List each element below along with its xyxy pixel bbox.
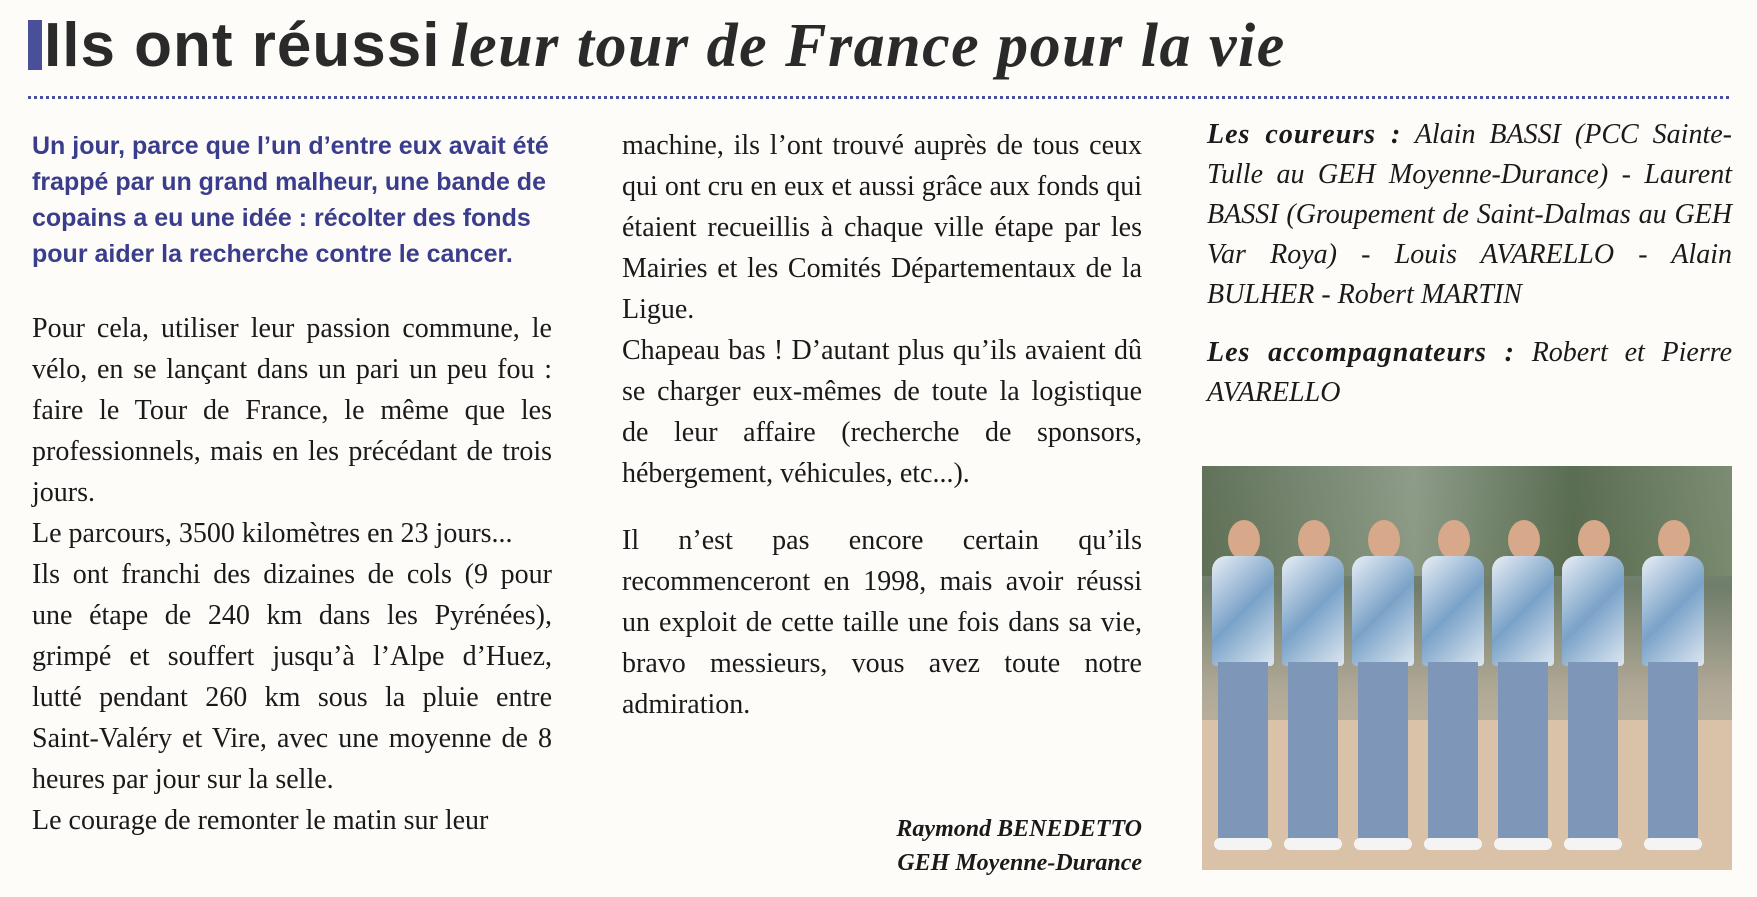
escorts-list: Robert et Pierre AVARELLO — [1207, 337, 1733, 408]
title-italic: leur tour de France pour la vie — [450, 12, 1286, 80]
article-title — [28, 2, 1286, 90]
dotted-divider — [28, 96, 1729, 99]
escorts-label: Les accompagnateurs : — [1207, 337, 1515, 368]
team-photo — [1202, 466, 1732, 870]
person-figure — [1352, 520, 1414, 850]
title-accent-bar — [28, 20, 42, 70]
body-paragraph: Le parcours, 3500 kilomètres en 23 jours... — [32, 518, 513, 549]
column-3 — [1207, 115, 1732, 431]
runners-credits — [1207, 115, 1732, 315]
title-bold: Ils ont réussi — [44, 11, 441, 80]
column-1 — [32, 128, 552, 841]
runners-label: Les coureurs : — [1207, 119, 1402, 150]
person-figure — [1282, 520, 1344, 850]
person-figure — [1492, 520, 1554, 850]
person-figure — [1562, 520, 1624, 850]
escorts-credits — [1207, 333, 1732, 413]
author-organization: GEH Moyenne-Durance — [897, 850, 1142, 876]
column-2 — [622, 125, 1142, 725]
runners-list: Alain BASSI (PCC Sainte-Tulle au GEH Moyenne-Durance) - Laurent BASSI (Groupement de Saint-Dalmas au GEH Var Roya) - Louis AVARELLO - Alain BULHER - Robert MARTIN — [1207, 119, 1732, 310]
body-paragraph: Le courage de remonter le matin sur leur — [32, 805, 489, 836]
body-paragraph: Chapeau bas ! D’autant plus qu’ils avaient dû se charger eux-mêmes de toute la logistique de leur affaire (recherche de sponsors, hébergement, véhicules, etc...). — [622, 335, 1142, 489]
person-figure — [1642, 520, 1704, 850]
body-paragraph: Pour cela, utiliser leur passion commune, le vélo, en se lançant dans un pari un peu fou : faire le Tour de France, le même que les professionnels, mais en les précédant de trois jours. — [32, 313, 552, 508]
lead-paragraph: Un jour, parce que l’un d’entre eux avait été frappé par un grand malheur, une bande de copains a eu une idée : récolter des fonds pour aider la recherche contre le cancer. — [32, 132, 549, 268]
signature — [622, 812, 1142, 880]
body-paragraph: Ils ont franchi des dizaines de cols (9 pour une étape de 240 km dans les Pyrénées), grimpé et souffert jusqu’à l’Alpe d’Huez, lutté pendant 260 km sous la pluie entre Saint-Valéry et Vire, avec une moyenne de 8 heures par jour sur la selle. — [32, 559, 552, 795]
person-figure — [1212, 520, 1274, 850]
body-paragraph: machine, ils l’ont trouvé auprès de tous ceux qui ont cru en eux et aussi grâce aux fonds qui étaient recueillis à chaque ville étape par les Mairies et les Comités Départementaux de la Ligue. — [622, 130, 1142, 325]
body-paragraph: Il n’est pas encore certain qu’ils recommenceront en 1998, mais avoir réussi un exploit de cette taille une fois dans sa vie, bravo messieurs, vous avez toute notre admiration. — [622, 525, 1142, 720]
author-name: Raymond BENEDETTO — [896, 816, 1142, 842]
person-figure — [1422, 520, 1484, 850]
